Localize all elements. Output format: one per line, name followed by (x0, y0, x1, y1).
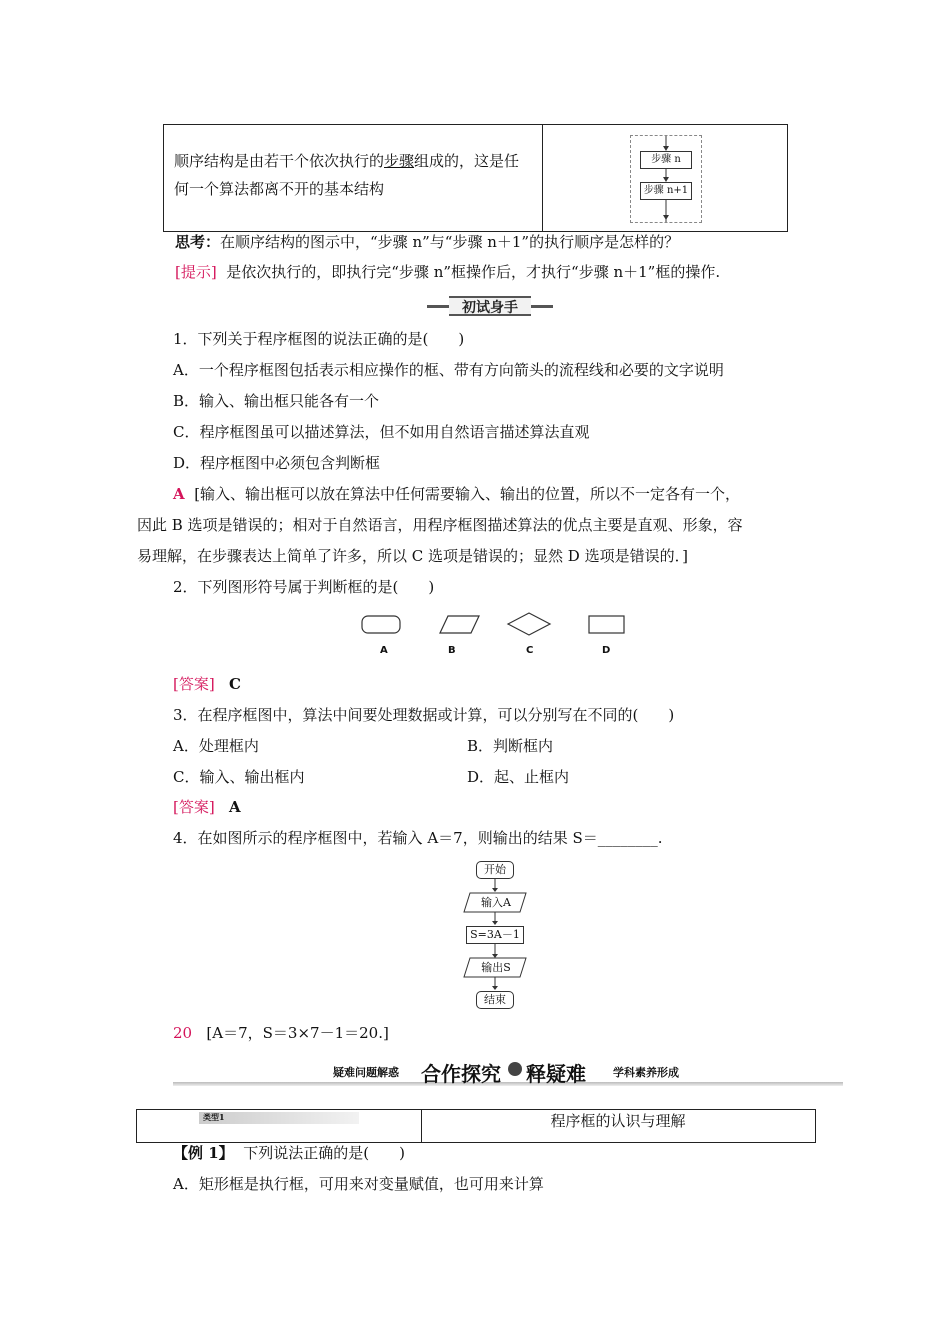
shape-label-a: A (380, 645, 388, 656)
q2-stem: 2．下列图形符号属于判断框的是( ) (173, 578, 435, 596)
example1-stem: 【例 1】 下列说法正确的是( ) (173, 1144, 405, 1162)
q1-option-d: D．程序框图中必须包含判断框 (173, 454, 381, 472)
section-header-bar (173, 1058, 843, 1088)
table-divider (542, 125, 543, 231)
section-dot-icon (508, 1062, 522, 1076)
q1-option-a: A．一个程序框图包括表示相应操作的框、带有方向箭头的流程线和必要的文字说明 (173, 361, 724, 379)
q3-answer: A (229, 798, 241, 816)
sequence-flow-diagram (630, 135, 702, 223)
type-label: 类型1 (203, 1112, 225, 1122)
q3-option-b: B．判断框内 (467, 737, 554, 755)
q3-stem: 3．在程序框图中，算法中间要处理数据或计算，可以分别写在不同的( ) (173, 706, 675, 724)
q3-option-c: C．输入、输出框内 (173, 768, 305, 786)
section-left-small: 疑难问题解惑 (333, 1066, 399, 1079)
section-main-left: 合作探究 (421, 1062, 501, 1086)
q2-answer-line: [答案] C (173, 675, 241, 693)
diamond-shape-c (508, 613, 550, 635)
sequence-structure-description: 顺序结构是由若干个依次执行的步骤组成的，这是任何一个算法都离不开的基本结构 (174, 152, 520, 198)
flow-start: 开始 (476, 861, 514, 879)
type-title: 程序框的认识与理解 (550, 1112, 686, 1130)
flow-process: S=3A－1 (466, 926, 524, 944)
q2-shapes (355, 610, 635, 640)
sequence-structure-table (163, 124, 788, 232)
q4-flowchart (460, 858, 530, 1013)
q1-stem: 1．下列关于程序框图的说法正确的是( ) (173, 330, 465, 348)
q1-option-c: C．程序框图虽可以描述算法，但不如用自然语言描述算法直观 (173, 423, 590, 441)
parallelogram-shape-b (440, 616, 479, 633)
terminal-shape-a (362, 616, 400, 633)
section-title: 初试身手 (449, 296, 531, 316)
q4-answer: 20 (173, 1024, 193, 1042)
hint: [提示] 是依次执行的，即执行完“步骤 n”框操作后，才执行“步骤 n＋1”框的操作. (175, 263, 721, 281)
section-right-small: 学科素养形成 (613, 1066, 679, 1079)
shape-label-d: D (602, 645, 611, 656)
flow-step-n1-box: 步骤 n+1 (640, 182, 692, 200)
flow-step-n-box: 步骤 n (640, 151, 692, 169)
q1-explanation-line-1: A [输入、输出框可以放在算法中任何需要输入、输出的位置，所以不一定各有一个， (173, 485, 741, 503)
q1-option-b: B．输入、输出框只能各有一个 (173, 392, 380, 410)
q1-explanation-line-3: 易理解，在步骤表达上简单了许多，所以 C 选项是错误的；显然 D 选项是错误的．] (137, 547, 688, 565)
q2-answer: C (229, 675, 241, 693)
section-main-right: 释疑难 (526, 1062, 586, 1086)
q1-explanation-line-2: 因此 B 选项是错误的；相对于自然语言，用程序框图描述算法的优点主要是直观、形象，容 (137, 516, 743, 534)
section-banner (427, 296, 553, 316)
shape-label-b: B (448, 645, 456, 656)
type-table (136, 1109, 816, 1143)
example1-option-a: A．矩形框是执行框，可用来对变量赋值，也可用来计算 (173, 1175, 544, 1193)
hint-label: [提示] (175, 263, 217, 281)
q4-stem: 4．在如图所示的程序框图中，若输入 A＝7，则输出的结果 S＝________. (173, 829, 663, 847)
shape-label-c: C (526, 645, 534, 656)
flow-output: 输出S (481, 961, 511, 974)
thinking-question: 思考：在顺序结构的图示中，“步骤 n”与“步骤 n＋1”的执行顺序是怎样的？ (175, 233, 680, 251)
example1-label: 【例 1】 (173, 1144, 234, 1162)
flow-end: 结束 (476, 991, 514, 1009)
q3-option-d: D．起、止框内 (467, 768, 570, 786)
q3-answer-line: [答案] A (173, 798, 241, 816)
flow-input: 输入A (481, 896, 511, 909)
rectangle-shape-d (589, 616, 624, 633)
q1-answer: A (173, 485, 185, 503)
q4-answer-line: 20 [A＝7，S＝3×7－1＝20.] (173, 1024, 389, 1042)
flow-arrows (631, 136, 701, 222)
q3-option-a: A．处理框内 (173, 737, 259, 755)
